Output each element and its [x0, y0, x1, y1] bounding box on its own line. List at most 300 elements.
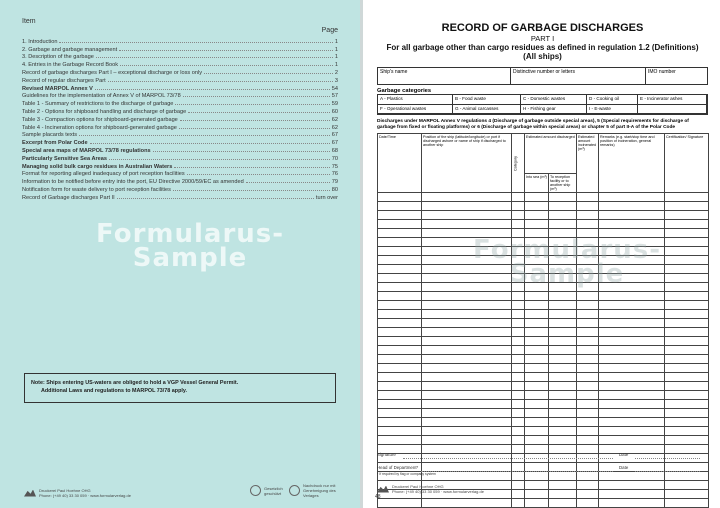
toc-page: 1: [334, 54, 338, 61]
table-cell[interactable]: [378, 319, 422, 328]
table-cell[interactable]: [549, 391, 577, 400]
toc-page-heading: Page: [321, 27, 338, 34]
table-cell[interactable]: [599, 409, 665, 418]
table-cell[interactable]: [549, 328, 577, 337]
table-cell[interactable]: [422, 409, 512, 418]
table-cell[interactable]: [378, 220, 422, 229]
table-cell[interactable]: [378, 427, 422, 436]
table-cell[interactable]: [665, 292, 709, 301]
table-cell[interactable]: [577, 292, 599, 301]
table-cell[interactable]: [512, 391, 525, 400]
table-cell[interactable]: [577, 328, 599, 337]
table-cell[interactable]: [549, 211, 577, 220]
table-cell[interactable]: [577, 319, 599, 328]
table-cell[interactable]: [422, 400, 512, 409]
table-cell[interactable]: [599, 472, 665, 481]
garbage-category: F - Operational wastes: [378, 105, 453, 115]
page-number: 48: [375, 494, 381, 500]
table-cell[interactable]: [378, 256, 422, 265]
table-cell[interactable]: [512, 202, 525, 211]
table-cell[interactable]: [378, 265, 422, 274]
table-cell[interactable]: [378, 328, 422, 337]
table-cell[interactable]: [525, 292, 549, 301]
table-cell[interactable]: [525, 337, 549, 346]
table-cell[interactable]: [512, 472, 525, 481]
table-cell[interactable]: [512, 211, 525, 220]
table-cell[interactable]: [577, 409, 599, 418]
table-cell[interactable]: [577, 310, 599, 319]
table-cell[interactable]: [599, 490, 665, 499]
toc-header: [22, 18, 338, 34]
toc-page: 80: [331, 186, 338, 193]
toc-leader: [183, 96, 330, 97]
toc-leader: [108, 81, 333, 82]
imo-label: IMO number: [648, 69, 676, 75]
table-cell[interactable]: [525, 436, 549, 445]
toc-leader: [59, 42, 332, 43]
toc-leader: [90, 143, 330, 144]
col-category: Category: [512, 134, 525, 193]
table-cell[interactable]: [378, 310, 422, 319]
table-cell[interactable]: [665, 337, 709, 346]
table-cell[interactable]: [422, 310, 512, 319]
table-cell[interactable]: [378, 211, 422, 220]
table-cell[interactable]: [577, 373, 599, 382]
table-cell[interactable]: [525, 202, 549, 211]
table-cell[interactable]: [512, 328, 525, 337]
table-cell[interactable]: [599, 202, 665, 211]
table-cell[interactable]: [665, 310, 709, 319]
garbage-category: G - Animal carcasses: [453, 105, 521, 115]
table-row: [378, 346, 709, 355]
table-cell[interactable]: [577, 301, 599, 310]
table-cell[interactable]: [525, 445, 549, 454]
table-cell[interactable]: [525, 355, 549, 364]
table-cell[interactable]: [577, 346, 599, 355]
table-cell[interactable]: [512, 310, 525, 319]
distinctive-label: Distinctive number or letters: [513, 69, 575, 75]
table-cell[interactable]: [549, 364, 577, 373]
table-cell[interactable]: [549, 202, 577, 211]
table-cell[interactable]: [665, 364, 709, 373]
table-cell[interactable]: [599, 445, 665, 454]
table-cell[interactable]: [665, 409, 709, 418]
table-cell[interactable]: [525, 211, 549, 220]
toc-page: 59: [331, 101, 338, 108]
toc-title: Sample placards texts: [22, 132, 78, 139]
table-cell[interactable]: [422, 337, 512, 346]
table-cell[interactable]: [549, 373, 577, 382]
form-title-block: [377, 22, 708, 61]
table-cell[interactable]: [512, 337, 525, 346]
table-cell[interactable]: [512, 445, 525, 454]
toc-page: turn over: [315, 194, 338, 201]
table-cell[interactable]: [525, 490, 549, 499]
table-cell[interactable]: [422, 382, 512, 391]
table-cell[interactable]: [422, 328, 512, 337]
toc-leader: [120, 65, 333, 66]
table-cell[interactable]: [525, 409, 549, 418]
table-cell[interactable]: [512, 427, 525, 436]
table-cell[interactable]: [577, 337, 599, 346]
table-cell[interactable]: [665, 256, 709, 265]
table-cell[interactable]: [577, 499, 599, 508]
right-footer: [377, 484, 484, 494]
table-cell[interactable]: [577, 427, 599, 436]
table-cell[interactable]: [378, 337, 422, 346]
table-cell[interactable]: [599, 292, 665, 301]
table-cell[interactable]: [378, 418, 422, 427]
table-cell[interactable]: [422, 202, 512, 211]
toc-row: [22, 45, 338, 53]
toc-title: Table 3 - Compaction options for shipboard-generated garbage: [22, 116, 178, 123]
table-cell[interactable]: [665, 229, 709, 238]
table-cell[interactable]: [512, 400, 525, 409]
table-row: [378, 328, 709, 337]
table-cell[interactable]: [665, 346, 709, 355]
table-cell[interactable]: [378, 247, 422, 256]
table-cell[interactable]: [577, 400, 599, 409]
table-cell[interactable]: [525, 310, 549, 319]
table-cell[interactable]: [665, 355, 709, 364]
table-cell[interactable]: [378, 409, 422, 418]
toc-title: Record of regular discharges Part: [22, 77, 106, 84]
table-cell[interactable]: [665, 193, 709, 202]
table-cell[interactable]: [549, 400, 577, 409]
table-cell[interactable]: [599, 319, 665, 328]
table-cell[interactable]: [422, 364, 512, 373]
right-watermark-line2: Sample: [509, 259, 625, 289]
table-cell[interactable]: [378, 364, 422, 373]
table-cell[interactable]: [599, 391, 665, 400]
watermark: [96, 219, 285, 273]
table-cell[interactable]: [599, 346, 665, 355]
table-cell[interactable]: [599, 364, 665, 373]
table-row: [378, 310, 709, 319]
table-cell[interactable]: [577, 211, 599, 220]
table-cell[interactable]: [599, 436, 665, 445]
table-cell[interactable]: [665, 202, 709, 211]
signature-line[interactable]: [403, 458, 613, 459]
table-cell[interactable]: [549, 193, 577, 202]
col-date-time: Date/Time: [378, 134, 422, 193]
table-cell[interactable]: [665, 400, 709, 409]
table-cell[interactable]: [422, 391, 512, 400]
toc-title: 4. Entries in the Garbage Record Book: [22, 62, 119, 69]
table-cell[interactable]: [378, 346, 422, 355]
table-cell[interactable]: [512, 481, 525, 490]
table-cell[interactable]: [577, 364, 599, 373]
ship-name-field[interactable]: [378, 68, 511, 84]
toc-leader: [180, 120, 330, 121]
head-of-department-label: Head of Department*: [377, 465, 419, 470]
table-cell[interactable]: [599, 355, 665, 364]
table-cell[interactable]: [422, 427, 512, 436]
right-footer-publisher: Druckerei Paul Hoehne OHG: [392, 484, 444, 489]
table-cell[interactable]: [525, 319, 549, 328]
toc-page: 70: [331, 155, 338, 162]
us-waters-note: [24, 373, 336, 403]
table-cell[interactable]: [512, 301, 525, 310]
toc-row: [22, 131, 338, 139]
table-cell[interactable]: [599, 193, 665, 202]
table-cell[interactable]: [512, 373, 525, 382]
toc-title: Notification form for waste delivery to port reception facilities: [22, 186, 171, 193]
table-cell[interactable]: [512, 490, 525, 499]
table-cell[interactable]: [577, 220, 599, 229]
table-cell[interactable]: [665, 427, 709, 436]
table-row: [378, 391, 709, 400]
table-cell[interactable]: [525, 373, 549, 382]
table-cell[interactable]: [577, 445, 599, 454]
table-cell[interactable]: [378, 193, 422, 202]
form-part: PART I: [530, 34, 555, 43]
table-cell[interactable]: [549, 499, 577, 508]
watermark-line2: Sample: [132, 243, 248, 273]
table-cell[interactable]: [665, 391, 709, 400]
table-cell[interactable]: [577, 436, 599, 445]
table-cell[interactable]: [599, 310, 665, 319]
table-cell[interactable]: [665, 283, 709, 292]
table-cell[interactable]: [599, 382, 665, 391]
table-cell[interactable]: [378, 355, 422, 364]
table-cell[interactable]: [525, 481, 549, 490]
table-row: [378, 292, 709, 301]
table-cell[interactable]: [549, 445, 577, 454]
table-cell[interactable]: [599, 337, 665, 346]
table-cell[interactable]: [549, 220, 577, 229]
table-cell[interactable]: [525, 220, 549, 229]
table-cell[interactable]: [422, 445, 512, 454]
imo-number-field[interactable]: [646, 68, 707, 84]
table-cell[interactable]: [665, 211, 709, 220]
table-cell[interactable]: [378, 499, 422, 508]
table-cell[interactable]: [577, 202, 599, 211]
table-cell[interactable]: [665, 373, 709, 382]
toc-row: [22, 60, 338, 68]
toc-row: [22, 115, 338, 123]
toc-title: 2. Garbage and garbage management: [22, 46, 118, 53]
table-cell[interactable]: [665, 481, 709, 490]
table-cell[interactable]: [549, 319, 577, 328]
table-cell[interactable]: [378, 436, 422, 445]
table-cell[interactable]: [665, 247, 709, 256]
table-cell[interactable]: [378, 283, 422, 292]
reprint-seal-icon: [289, 485, 300, 496]
table-cell[interactable]: [665, 238, 709, 247]
toc-row: [22, 68, 338, 76]
table-cell[interactable]: [577, 418, 599, 427]
table-cell[interactable]: [378, 292, 422, 301]
table-cell[interactable]: [665, 436, 709, 445]
table-cell[interactable]: [577, 490, 599, 499]
table-cell[interactable]: [599, 418, 665, 427]
table-cell[interactable]: [599, 373, 665, 382]
table-cell[interactable]: [378, 382, 422, 391]
toc-leader: [117, 198, 314, 199]
table-cell[interactable]: [549, 337, 577, 346]
toc-row: [22, 107, 338, 115]
table-cell[interactable]: [422, 301, 512, 310]
discharge-record-table: [377, 133, 709, 508]
table-cell[interactable]: [512, 418, 525, 427]
table-cell[interactable]: [549, 427, 577, 436]
table-row: [378, 301, 709, 310]
table-cell[interactable]: [665, 382, 709, 391]
table-cell[interactable]: [512, 193, 525, 202]
left-footer-right: [250, 483, 341, 498]
garbage-category: C - Domestic wastes: [521, 95, 587, 105]
table-cell[interactable]: [512, 409, 525, 418]
table-cell[interactable]: [512, 436, 525, 445]
table-cell[interactable]: [512, 346, 525, 355]
table-cell[interactable]: [422, 292, 512, 301]
table-cell[interactable]: [549, 310, 577, 319]
table-cell[interactable]: [525, 301, 549, 310]
signature-date-line[interactable]: [635, 458, 700, 459]
table-cell[interactable]: [599, 427, 665, 436]
table-row: [378, 409, 709, 418]
table-cell[interactable]: [549, 436, 577, 445]
table-cell[interactable]: [512, 364, 525, 373]
table-cell[interactable]: [525, 364, 549, 373]
table-cell[interactable]: [422, 355, 512, 364]
table-cell[interactable]: [549, 346, 577, 355]
table-cell[interactable]: [525, 382, 549, 391]
distinctive-number-field[interactable]: [511, 68, 646, 84]
table-cell[interactable]: [665, 265, 709, 274]
table-cell[interactable]: [422, 319, 512, 328]
signature-date-label: Date: [619, 452, 629, 457]
left-footer: [24, 488, 131, 498]
table-cell[interactable]: [525, 193, 549, 202]
table-cell[interactable]: [422, 220, 512, 229]
table-cell[interactable]: [665, 418, 709, 427]
table-cell[interactable]: [525, 400, 549, 409]
table-cell[interactable]: [599, 499, 665, 508]
form-title: RECORD OF GARBAGE DISCHARGES: [441, 22, 644, 34]
table-cell[interactable]: [599, 301, 665, 310]
table-cell[interactable]: [378, 202, 422, 211]
table-cell[interactable]: [378, 301, 422, 310]
garbage-category: B - Food waste: [453, 95, 521, 105]
table-cell[interactable]: [512, 499, 525, 508]
table-cell[interactable]: [512, 355, 525, 364]
toc-leader: [179, 128, 330, 129]
table-cell[interactable]: [378, 400, 422, 409]
table-cell[interactable]: [665, 472, 709, 481]
table-cell[interactable]: [512, 382, 525, 391]
ship-name-label: Ship's name: [380, 69, 408, 75]
table-cell[interactable]: [525, 472, 549, 481]
table-cell[interactable]: [549, 292, 577, 301]
table-cell[interactable]: [665, 445, 709, 454]
table-cell[interactable]: [665, 499, 709, 508]
table-of-contents: [22, 37, 338, 201]
toc-page: 79: [331, 179, 338, 186]
table-cell[interactable]: [525, 427, 549, 436]
toc-page: 62: [331, 116, 338, 123]
table-cell[interactable]: [378, 373, 422, 382]
table-cell[interactable]: [422, 436, 512, 445]
table-cell[interactable]: [549, 472, 577, 481]
toc-row: [22, 76, 338, 84]
toc-row: [22, 170, 338, 178]
toc-leader: [188, 112, 330, 113]
toc-page: 76: [331, 171, 338, 178]
table-cell[interactable]: [599, 220, 665, 229]
table-cell[interactable]: [549, 301, 577, 310]
table-cell[interactable]: [577, 382, 599, 391]
right-page: [363, 0, 720, 508]
right-watermark-line1: Formularus-: [473, 235, 662, 265]
table-cell[interactable]: [422, 373, 512, 382]
head-date-line[interactable]: [635, 471, 700, 472]
table-cell[interactable]: [512, 292, 525, 301]
right-publisher-logo-icon: [377, 486, 389, 493]
form-subtitle-2: (All ships): [523, 52, 562, 61]
table-cell[interactable]: [378, 391, 422, 400]
table-row: [378, 193, 709, 202]
table-cell[interactable]: [378, 238, 422, 247]
table-cell[interactable]: [378, 274, 422, 283]
table-cell[interactable]: [422, 346, 512, 355]
table-cell[interactable]: [577, 391, 599, 400]
table-cell[interactable]: [422, 499, 512, 508]
table-cell[interactable]: [525, 346, 549, 355]
toc-title: Information to be notified before entry into the port, EU Directive 2000/59/EC as amended: [22, 179, 244, 186]
table-cell[interactable]: [512, 220, 525, 229]
table-cell[interactable]: [599, 328, 665, 337]
table-cell[interactable]: [665, 319, 709, 328]
watermark-line1: Formularus-: [96, 219, 285, 249]
table-cell[interactable]: [422, 418, 512, 427]
toc-title: Table 4 - Incineration options for shipboard-generated garbage: [22, 124, 177, 131]
table-cell[interactable]: [549, 382, 577, 391]
table-cell[interactable]: [422, 211, 512, 220]
table-cell[interactable]: [549, 418, 577, 427]
table-cell[interactable]: [665, 220, 709, 229]
table-cell[interactable]: [665, 328, 709, 337]
table-cell[interactable]: [577, 481, 599, 490]
table-cell[interactable]: [512, 319, 525, 328]
table-cell[interactable]: [577, 355, 599, 364]
table-cell[interactable]: [599, 400, 665, 409]
table-cell[interactable]: [378, 229, 422, 238]
table-cell[interactable]: [422, 193, 512, 202]
table-cell[interactable]: [549, 409, 577, 418]
head-signature-line[interactable]: [421, 471, 613, 472]
table-cell[interactable]: [525, 328, 549, 337]
table-cell[interactable]: [577, 193, 599, 202]
table-cell[interactable]: [549, 481, 577, 490]
table-cell[interactable]: [665, 490, 709, 499]
table-cell[interactable]: [525, 391, 549, 400]
toc-leader: [79, 135, 330, 136]
table-cell[interactable]: [599, 211, 665, 220]
toc-title: Particularly Sensitive Sea Areas: [22, 155, 107, 162]
table-cell[interactable]: [665, 301, 709, 310]
table-cell[interactable]: [665, 274, 709, 283]
table-cell[interactable]: [525, 418, 549, 427]
table-cell[interactable]: [577, 472, 599, 481]
right-watermark: [473, 235, 662, 289]
table-cell[interactable]: [599, 481, 665, 490]
table-cell[interactable]: [549, 355, 577, 364]
table-cell[interactable]: [525, 499, 549, 508]
table-cell[interactable]: [549, 490, 577, 499]
toc-row: [22, 53, 338, 61]
